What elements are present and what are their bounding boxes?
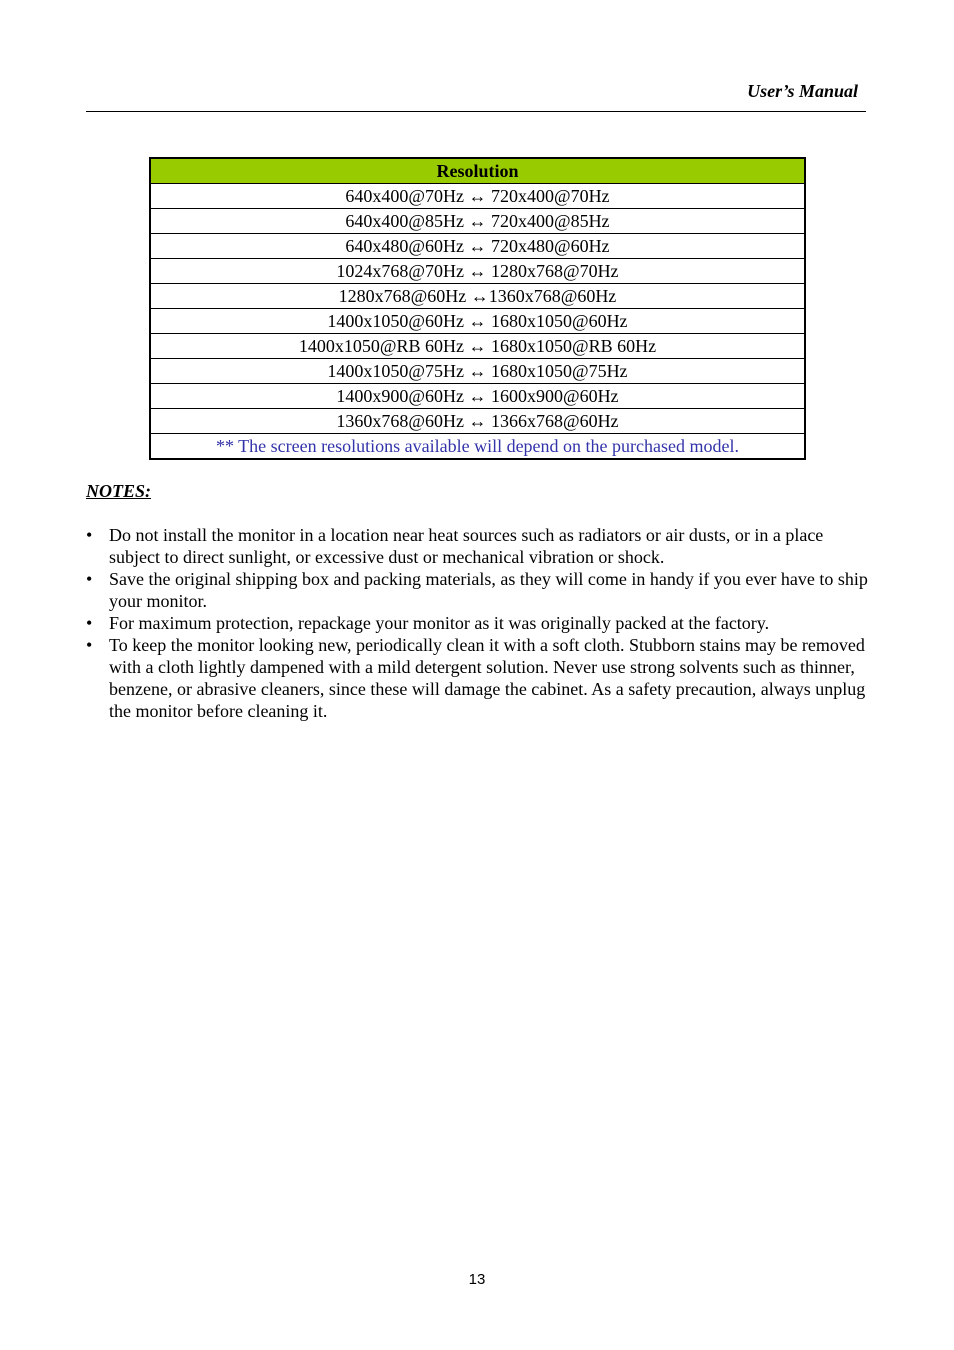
table-cell: 640x400@85Hz ↔ 720x400@85Hz [150, 209, 805, 234]
notes-heading: NOTES: [86, 481, 152, 501]
notes-list [86, 524, 868, 722]
header-title: User’s Manual [747, 81, 858, 101]
list-item-text: To keep the monitor looking new, periodically clean it with a soft cloth. Stubborn stains may be removed with a cloth lightly dampened with a mild detergent solution. Never use strong solvents such as thinner, benzene, or abrasive cleaners, since these will damage the cabinet. As a safety precaution, always unplug the monitor before cleaning it. [109, 635, 866, 721]
bullet-icon: • [86, 613, 93, 633]
table-row [150, 309, 805, 334]
table-row [150, 359, 805, 384]
resolution-table [149, 157, 806, 460]
list-item [86, 524, 868, 568]
table-cell: 1400x1050@60Hz ↔ 1680x1050@60Hz [150, 309, 805, 334]
table-footnote-row [150, 434, 805, 460]
table-row [150, 259, 805, 284]
table-row [150, 234, 805, 259]
page-number: 13 [468, 1271, 486, 1288]
table-cell: 640x480@60Hz ↔ 720x480@60Hz [150, 234, 805, 259]
table-row [150, 209, 805, 234]
list-item-text: For maximum protection, repackage your monitor as it was originally packed at the factory. [109, 613, 770, 633]
bullet-icon: • [86, 525, 93, 545]
bullet-icon: • [86, 635, 93, 655]
table-cell: 1024x768@70Hz ↔ 1280x768@70Hz [150, 259, 805, 284]
table-cell: 1280x768@60Hz ↔1360x768@60Hz [150, 284, 805, 309]
table-cell: 1400x1050@75Hz ↔ 1680x1050@75Hz [150, 359, 805, 384]
bullet-icon: • [86, 569, 93, 589]
table-row [150, 384, 805, 409]
list-item-text: Save the original shipping box and packing materials, as they will come in handy if you ever have to ship your monitor. [109, 569, 868, 611]
table-cell: 640x400@70Hz ↔ 720x400@70Hz [150, 184, 805, 209]
table-row [150, 409, 805, 434]
list-item [86, 634, 868, 722]
table-row [150, 284, 805, 309]
table-row [150, 184, 805, 209]
list-item-text: Do not install the monitor in a location near heat sources such as radiators or air dusts, or in a place subject to direct sunlight, or excessive dust or mechanical vibration or shock. [109, 525, 824, 567]
table-footnote: ** The screen resolutions available will depend on the purchased model. [150, 434, 805, 460]
header-rule [86, 111, 866, 112]
table-row [150, 334, 805, 359]
list-item [86, 568, 868, 612]
table-header-cell: Resolution [150, 158, 805, 184]
table-cell: 1360x768@60Hz ↔ 1366x768@60Hz [150, 409, 805, 434]
table-cell: 1400x900@60Hz ↔ 1600x900@60Hz [150, 384, 805, 409]
list-item [86, 612, 868, 634]
table-header-row [150, 158, 805, 184]
table-cell: 1400x1050@RB 60Hz ↔ 1680x1050@RB 60Hz [150, 334, 805, 359]
